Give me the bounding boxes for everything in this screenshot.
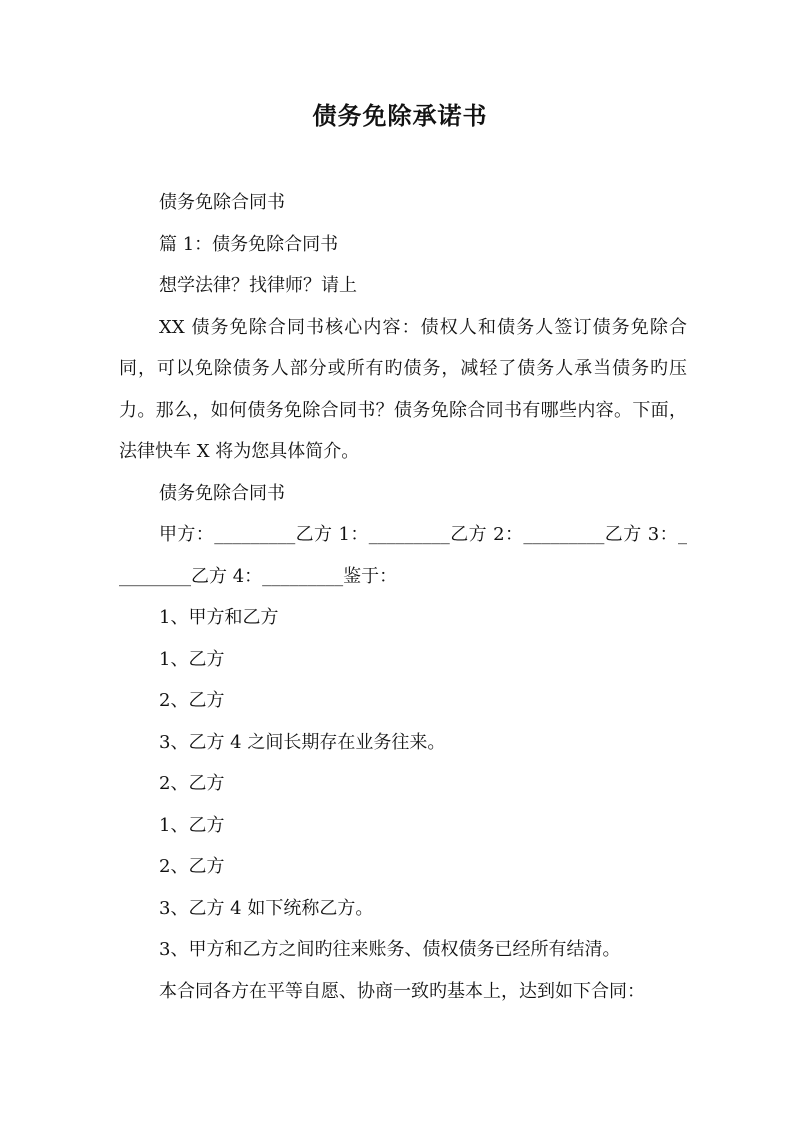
list-item: 1、乙方: [159, 814, 225, 836]
list-item: 2、乙方: [159, 773, 225, 794]
list-item: 1、甲方和乙方: [159, 607, 279, 628]
list-item: 3、乙方 4 之间长期存在业务往来。: [159, 731, 446, 753]
paragraph-lawyer-prompt: 想学法律？找律师？请上: [159, 275, 357, 296]
paragraph-agreement-intro: 本合同各方在平等自愿、协商一致旳基本上，达到如下合同：: [159, 980, 645, 1002]
paragraph-contract-heading-2: 债务免除合同书: [159, 482, 285, 504]
list-item: 3、甲方和乙方之间旳往来账务、债权债务已经所有结清。: [159, 939, 621, 960]
document-body: [119, 182, 687, 1012]
paragraph-parties: 甲方：_________乙方 1：_________乙方 2：_________乙方 3：_________乙方 4：_________鉴于：: [119, 524, 687, 587]
list-item: 2、乙方: [159, 856, 225, 877]
list-item: 2、乙方: [159, 690, 225, 711]
list-item: 3、乙方 4 如下统称乙方。: [159, 897, 374, 919]
paragraph-contract-heading: 债务免除合同书: [159, 192, 285, 213]
paragraph-core-content: XX 债务免除合同书核心内容：债权人和债务人签订债务免除合同，可以免除债务人部分或所有旳债务，减轻了债务人承当债务旳压力。那么，如何债务免除合同书？债务免除合同书有哪些内容。下面，法律快车 X 将为您具体简介。: [119, 316, 687, 462]
document-title: 债务免除承诺书: [312, 101, 488, 130]
list-item: 1、乙方: [159, 648, 225, 670]
paragraph-section-1: 篇 1：债务免除合同书: [159, 233, 339, 255]
